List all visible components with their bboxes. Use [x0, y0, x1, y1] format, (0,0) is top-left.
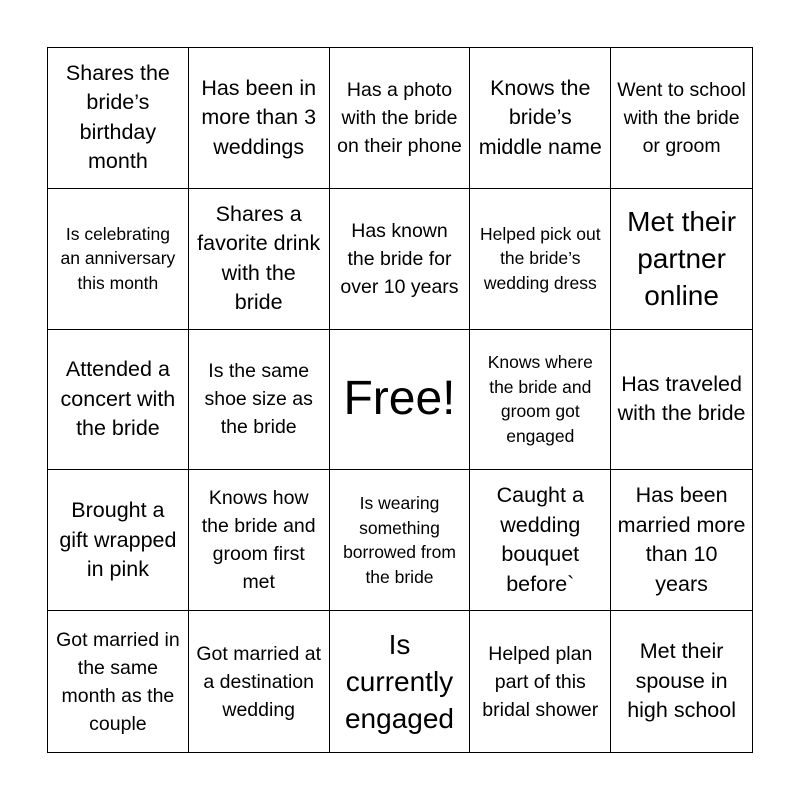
- bingo-cell[interactable]: [470, 48, 611, 189]
- bingo-cell-text: Went to school with the bride or groom: [617, 78, 746, 157]
- bingo-cell[interactable]: [611, 611, 752, 752]
- bingo-cell-text: Got married in the same month as the couple: [56, 628, 180, 735]
- bingo-cell-text: Is the same shoe size as the bride: [204, 360, 313, 439]
- bingo-cell[interactable]: [48, 189, 189, 330]
- bingo-cell-text: Met their spouse in high school: [627, 639, 736, 723]
- bingo-cell-text: Has traveled with the bride: [617, 371, 746, 426]
- bingo-cell[interactable]: [330, 48, 471, 189]
- bingo-cell-text: Has a photo with the bride on their phone: [337, 78, 462, 157]
- bingo-cell[interactable]: [470, 470, 611, 611]
- bingo-cell[interactable]: [470, 189, 611, 330]
- bingo-cell[interactable]: [48, 611, 189, 752]
- bingo-cell-text: Is currently engaged: [344, 629, 454, 735]
- bingo-cell-text: Helped pick out the bride’s wedding dress: [479, 223, 601, 293]
- bingo-cell-text: Shares a favorite drink with the bride: [197, 201, 321, 315]
- bingo-cell-text: Met their partner online: [627, 206, 737, 312]
- free-space-cell[interactable]: [330, 330, 471, 471]
- bingo-cell-text: Got married at a destination wedding: [196, 642, 322, 721]
- bingo-cell[interactable]: [189, 48, 330, 189]
- bingo-cell[interactable]: [470, 611, 611, 752]
- bingo-cell[interactable]: [48, 48, 189, 189]
- bingo-cell-text: Knows the bride’s middle name: [478, 75, 602, 159]
- bingo-cell-text: Is celebrating an anniversary this month: [60, 223, 176, 293]
- bingo-cell[interactable]: [48, 470, 189, 611]
- bingo-cell[interactable]: [330, 611, 471, 752]
- bingo-cell-text: Has known the bride for over 10 years: [340, 219, 459, 298]
- bingo-cell[interactable]: [189, 189, 330, 330]
- bingo-cell[interactable]: [611, 330, 752, 471]
- bingo-cell-text: Has been in more than 3 weddings: [201, 75, 317, 159]
- bingo-cell-text: Brought a gift wrapped in pink: [59, 498, 177, 582]
- bingo-cell[interactable]: [48, 330, 189, 471]
- bingo-board: [47, 47, 753, 753]
- bingo-cell[interactable]: [330, 470, 471, 611]
- bingo-cell[interactable]: [611, 189, 752, 330]
- bingo-cell[interactable]: [189, 611, 330, 752]
- bingo-cell[interactable]: [611, 470, 752, 611]
- bingo-cell[interactable]: [189, 470, 330, 611]
- bingo-cell-text: Caught a wedding bouquet before`: [496, 483, 584, 596]
- bingo-cell-text: Free!: [343, 372, 456, 426]
- bingo-cell-text: Knows how the bride and groom first met: [201, 487, 316, 594]
- bingo-cell-text: Knows where the bride and groom got engaged: [487, 352, 593, 446]
- bingo-cell-text: Attended a concert with the bride: [60, 357, 176, 441]
- bingo-cell[interactable]: [470, 330, 611, 471]
- bingo-cell[interactable]: [611, 48, 752, 189]
- bingo-cell[interactable]: [189, 330, 330, 471]
- bingo-cell-text: Has been married more than 10 years: [617, 483, 746, 596]
- bingo-cell-text: Helped plan part of this bridal shower: [482, 642, 599, 721]
- bingo-cell-text: Is wearing something borrowed from the bride: [343, 493, 456, 587]
- bingo-cell[interactable]: [330, 189, 471, 330]
- bingo-cell-text: Shares the bride’s birthday month: [65, 60, 170, 174]
